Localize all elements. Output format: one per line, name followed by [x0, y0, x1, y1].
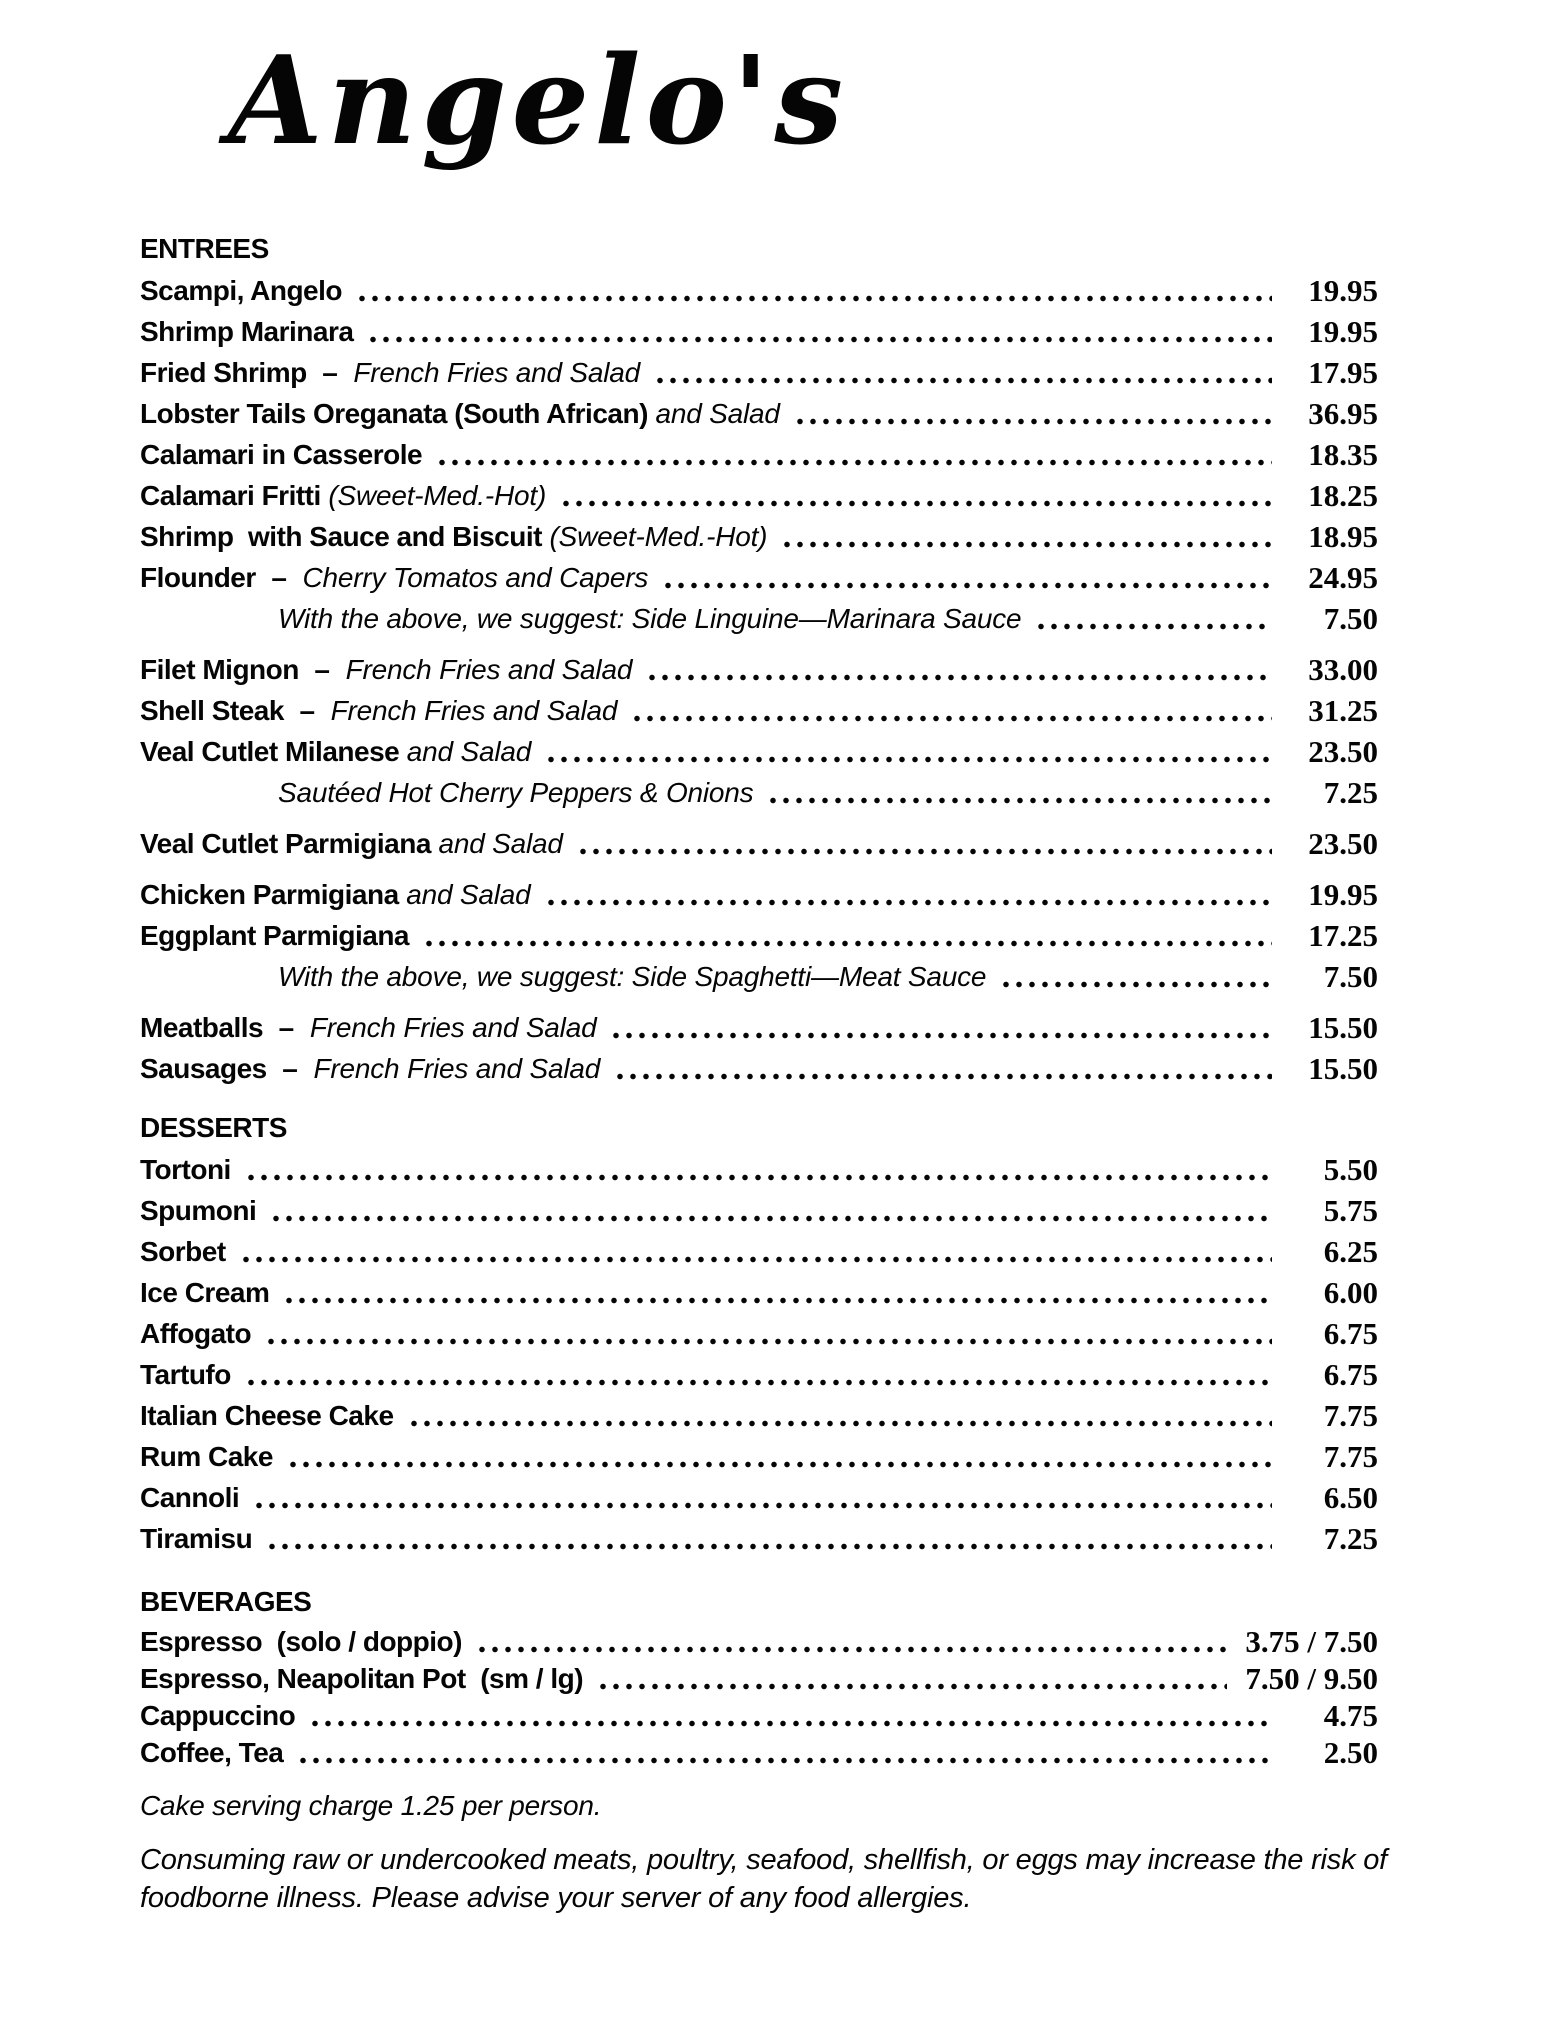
item-dash: – [283, 694, 331, 726]
menu-item-row [140, 1477, 1378, 1518]
item-name: Coffee, Tea [140, 1736, 284, 1768]
dot-leader [664, 581, 1272, 590]
item-price: 4.75 [1323, 1697, 1378, 1733]
menu-item-row [140, 516, 1378, 557]
menu-item-row [140, 1272, 1378, 1313]
menu-item-row [140, 1313, 1378, 1354]
item-price: 7.50 / 9.50 [1245, 1660, 1378, 1696]
restaurant-logo: Angelo's [228, 28, 849, 172]
item-desc: Sautéed Hot Cherry Peppers & Onions [278, 776, 754, 808]
dot-leader [358, 294, 1272, 303]
section-heading: DESSERTS [140, 1112, 287, 1144]
item-name: Cappuccino [140, 1699, 296, 1731]
item-price: 6.75 [1323, 1315, 1378, 1351]
item-name: Cannoli [140, 1481, 240, 1513]
item-price: 15.50 [1308, 1050, 1378, 1086]
section-heading: BEVERAGES [140, 1586, 312, 1618]
menu-item-row [140, 557, 1378, 598]
dot-leader [242, 1255, 1272, 1264]
menu-item-row [140, 1623, 1378, 1660]
item-desc: French Fries and Salad [313, 1052, 601, 1084]
item-desc: French Fries and Salad [345, 653, 633, 685]
menu-item-row [140, 823, 1378, 864]
dot-leader [272, 1214, 1272, 1223]
menu-item-row [140, 1231, 1378, 1272]
item-desc: Cherry Tomatos and Capers [302, 561, 649, 593]
item-price: 15.50 [1308, 1009, 1378, 1045]
item-name: Espresso (solo / doppio) [140, 1625, 462, 1657]
menu-sections [140, 232, 1378, 1771]
dot-leader [311, 1719, 1272, 1728]
item-price: 24.95 [1308, 559, 1378, 595]
menu-item-row [140, 352, 1378, 393]
item-name: Chicken Parmigiana [140, 878, 399, 910]
dot-leader [369, 335, 1272, 344]
item-name: Affogato [140, 1317, 252, 1349]
item-price: 6.00 [1323, 1274, 1378, 1310]
item-price: 17.95 [1308, 354, 1378, 390]
menu-item-row [140, 598, 1378, 639]
section-heading: ENTREES [140, 233, 269, 265]
item-price: 17.25 [1308, 917, 1378, 953]
item-name: Rum Cake [140, 1440, 273, 1472]
item-price: 19.95 [1308, 313, 1378, 349]
dot-leader [247, 1378, 1272, 1387]
item-name: Shrimp Marinara [140, 315, 354, 347]
menu-item-row [140, 874, 1378, 915]
dot-leader [769, 796, 1272, 805]
menu-item-row [140, 393, 1378, 434]
item-price: 18.25 [1308, 477, 1378, 513]
item-name: Veal Cutlet Parmigiana [140, 827, 431, 859]
dot-leader [410, 1419, 1272, 1428]
item-dash: – [255, 561, 303, 593]
allergy-disclaimer-line: Consuming raw or undercooked meats, poultry, seafood, shellfish, or eggs may increase the risk of [140, 1844, 1388, 1877]
item-price: 19.95 [1308, 272, 1378, 308]
menu-item-row [140, 1734, 1378, 1771]
item-desc: French Fries and Salad [309, 1011, 597, 1043]
allergy-disclaimer [140, 1841, 1470, 1917]
item-price: 7.75 [1323, 1438, 1378, 1474]
item-name: Fried Shrimp [140, 356, 307, 388]
item-price: 5.50 [1323, 1151, 1378, 1187]
item-name: Tartufo [140, 1358, 231, 1390]
dot-leader [547, 898, 1272, 907]
item-name: Ice Cream [140, 1276, 270, 1308]
cake-serving-note: Cake serving charge 1.25 per person. [140, 1790, 602, 1822]
item-price: 19.95 [1308, 876, 1378, 912]
menu-item-row [140, 731, 1378, 772]
item-name: Sorbet [140, 1235, 226, 1267]
dot-leader [289, 1460, 1272, 1469]
menu-item-row [140, 1660, 1378, 1697]
dot-leader [579, 847, 1272, 856]
menu-item-row [140, 772, 1378, 813]
item-price: 7.25 [1323, 774, 1378, 810]
item-name: Scampi, Angelo [140, 274, 343, 306]
item-name: Lobster Tails Oreganata (South African) [140, 397, 648, 429]
menu-item-row [140, 956, 1378, 997]
item-desc: (Sweet-Med.-Hot) [541, 520, 768, 552]
item-dash: – [266, 1052, 314, 1084]
item-name: Veal Cutlet Milanese [140, 735, 400, 767]
item-name: Sausages [140, 1052, 267, 1084]
item-name: Italian Cheese Cake [140, 1399, 394, 1431]
dot-leader [268, 1542, 1272, 1551]
item-desc: and Salad [398, 878, 531, 910]
item-name: Tortoni [140, 1153, 231, 1185]
dot-leader [438, 458, 1272, 467]
menu-item-row [140, 1190, 1378, 1231]
dot-leader [285, 1296, 1272, 1305]
item-desc: and Salad [647, 397, 780, 429]
dot-leader [599, 1682, 1227, 1691]
menu-section-entrees [140, 232, 1378, 1089]
dot-leader [783, 540, 1272, 549]
item-name: Spumoni [140, 1194, 257, 1226]
item-name: Tiramisu [140, 1522, 253, 1554]
item-dash: – [306, 356, 354, 388]
item-price: 6.75 [1323, 1356, 1378, 1392]
item-name: Shell Steak [140, 694, 284, 726]
menu-item-row [140, 1354, 1378, 1395]
item-name: Meatballs [140, 1011, 264, 1043]
menu-section-desserts [140, 1111, 1378, 1559]
item-price: 6.50 [1323, 1479, 1378, 1515]
dot-leader [1002, 980, 1272, 989]
item-name: Calamari Fritti [140, 479, 321, 511]
menu-item-row [140, 1007, 1378, 1048]
menu-item-row [140, 311, 1378, 352]
menu-item-row [140, 649, 1378, 690]
dot-leader [1037, 622, 1272, 631]
item-desc: With the above, we suggest: Side Spaghetti—Meat Sauce [278, 960, 987, 992]
item-price: 36.95 [1308, 395, 1378, 431]
item-price: 7.50 [1323, 958, 1378, 994]
dot-leader [547, 755, 1272, 764]
dot-leader [299, 1756, 1272, 1765]
allergy-disclaimer-line: foodborne illness. Please advise your server of any food allergies. [140, 1882, 972, 1915]
item-desc: (Sweet-Med.-Hot) [320, 479, 547, 511]
menu-item-row [140, 1436, 1378, 1477]
menu-item-row [140, 475, 1378, 516]
dot-leader [612, 1031, 1272, 1040]
item-price: 31.25 [1308, 692, 1378, 728]
dot-leader [648, 673, 1272, 682]
item-price: 18.35 [1308, 436, 1378, 472]
menu-item-row [140, 1518, 1378, 1559]
item-desc: and Salad [430, 827, 563, 859]
menu-item-row [140, 690, 1378, 731]
item-price: 2.50 [1323, 1734, 1378, 1770]
dot-leader [562, 499, 1272, 508]
menu-item-row [140, 1048, 1378, 1089]
item-price: 7.75 [1323, 1397, 1378, 1433]
item-desc: French Fries and Salad [353, 356, 641, 388]
dot-leader [478, 1645, 1227, 1654]
menu-item-row [140, 1697, 1378, 1734]
item-name: Eggplant Parmigiana [140, 919, 409, 951]
dot-leader [255, 1501, 1272, 1510]
item-price: 7.50 [1323, 600, 1378, 636]
dot-leader [247, 1173, 1272, 1182]
dot-leader [267, 1337, 1272, 1346]
menu-item-row [140, 1395, 1378, 1436]
item-price: 5.75 [1323, 1192, 1378, 1228]
item-name: Shrimp with Sauce and Biscuit [140, 520, 542, 552]
item-name: Flounder [140, 561, 256, 593]
item-price: 6.25 [1323, 1233, 1378, 1269]
menu-item-row [140, 1149, 1378, 1190]
menu-item-row [140, 915, 1378, 956]
item-dash: – [263, 1011, 310, 1043]
menu-page [0, 30, 1545, 2030]
item-name: Espresso, Neapolitan Pot (sm / lg) [140, 1662, 584, 1694]
item-price: 23.50 [1308, 825, 1378, 861]
dot-leader [633, 714, 1272, 723]
item-desc: French Fries and Salad [330, 694, 618, 726]
item-name: Calamari in Casserole [140, 438, 423, 470]
item-price: 18.95 [1308, 518, 1378, 554]
item-dash: – [298, 653, 346, 685]
item-desc: With the above, we suggest: Side Linguine—Marinara Sauce [278, 602, 1022, 634]
item-price: 33.00 [1308, 651, 1378, 687]
item-price: 3.75 / 7.50 [1245, 1623, 1378, 1659]
menu-section-beverages [140, 1585, 1378, 1771]
item-desc: and Salad [399, 735, 532, 767]
item-name: Filet Mignon [140, 653, 299, 685]
dot-leader [425, 939, 1272, 948]
dot-leader [796, 417, 1272, 426]
menu-item-row [140, 270, 1378, 311]
item-price: 7.25 [1323, 1520, 1378, 1556]
dot-leader [616, 1072, 1272, 1081]
dot-leader [656, 376, 1272, 385]
menu-item-row [140, 434, 1378, 475]
item-price: 23.50 [1308, 733, 1378, 769]
